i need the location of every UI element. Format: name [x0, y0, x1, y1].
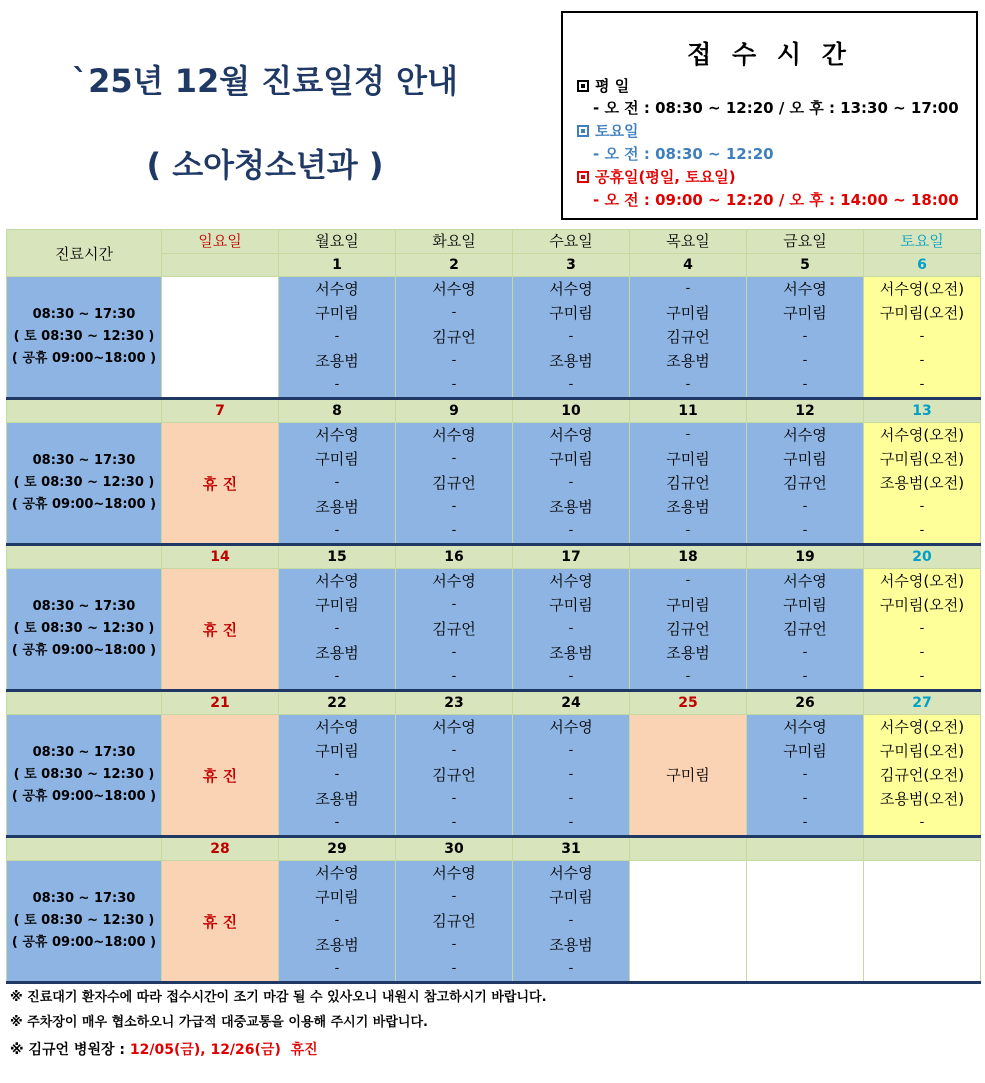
- day-header: 수요일: [513, 230, 630, 254]
- doctor-name: 서수영: [549, 572, 593, 590]
- date-cell: [630, 837, 747, 861]
- doctor-name: 서수영: [783, 718, 827, 736]
- doctor-name: -: [568, 523, 574, 538]
- doctor-cell: [513, 569, 630, 691]
- doctor-cell: [279, 861, 396, 983]
- reception-hours-box: [561, 11, 978, 220]
- doctor-name: 김규언: [432, 474, 476, 492]
- doctor-name: -: [919, 645, 925, 660]
- doctor-name: -: [568, 743, 574, 758]
- doctor-name: 서수영(오전): [879, 718, 965, 736]
- weekday-label: 평 일: [595, 77, 630, 95]
- date-cell: 1: [279, 254, 396, 277]
- date-cell: 18: [630, 545, 747, 569]
- date-cell: 3: [513, 254, 630, 277]
- doctor-name: 구미림: [315, 450, 359, 468]
- doctor-name: -: [802, 377, 808, 392]
- doctor-name: 김규언: [432, 328, 476, 346]
- doctor-name: 구미림: [315, 304, 359, 322]
- week-schedule-row: [7, 569, 981, 691]
- doctor-name: 조용범: [549, 936, 593, 954]
- doctor-name: 구미림(오전): [879, 304, 965, 322]
- doctor-name: 구미림: [666, 304, 710, 322]
- date-cell: 9: [396, 399, 513, 423]
- date-cell: 4: [630, 254, 747, 277]
- doctor-name: -: [919, 329, 925, 344]
- clinic-hours-line: ( 공휴 09:00~18:00 ): [11, 935, 157, 950]
- date-cell: 7: [162, 399, 279, 423]
- clinic-hours-cell: [7, 569, 162, 691]
- date-cell: 8: [279, 399, 396, 423]
- doctor-name: -: [568, 329, 574, 344]
- date-row: [7, 545, 981, 569]
- clinic-hours-line: ( 공휴 09:00~18:00 ): [11, 497, 157, 512]
- clinic-hours-line: ( 공휴 09:00~18:00 ): [11, 643, 157, 658]
- clinic-hours-line: ( 토 08:30 ~ 12:30 ): [13, 475, 155, 490]
- doctor-name: 김규언: [666, 474, 710, 492]
- doctor-name: 구미림: [549, 596, 593, 614]
- day-header: 화요일: [396, 230, 513, 254]
- doctor-cell: [630, 277, 747, 399]
- doctor-cell: [747, 423, 864, 545]
- doctor-name: 서수영: [783, 426, 827, 444]
- doctor-name: -: [685, 573, 691, 588]
- clinic-hours-line: 08:30 ~ 17:30: [32, 307, 136, 322]
- closed-cell: 휴 진: [162, 715, 279, 837]
- doctor-name: -: [334, 961, 340, 976]
- date-cell: 12: [747, 399, 864, 423]
- clinic-hours-line: 08:30 ~ 17:30: [32, 891, 136, 906]
- doctor-name: 구미림: [783, 450, 827, 468]
- clinic-hours-cell: [7, 861, 162, 983]
- doctor-name: -: [334, 377, 340, 392]
- doctor-name: -: [451, 961, 457, 976]
- date-cell: 16: [396, 545, 513, 569]
- date-cell: 30: [396, 837, 513, 861]
- doctor-name: -: [802, 329, 808, 344]
- doctor-name: -: [802, 669, 808, 684]
- doctor-name: 서수영: [432, 426, 476, 444]
- page-title: `25년 12월 진료일정 안내: [72, 62, 458, 100]
- date-cell: 24: [513, 691, 630, 715]
- doctor-name: -: [685, 669, 691, 684]
- date-cell: 17: [513, 545, 630, 569]
- doctor-name: 구미림: [549, 450, 593, 468]
- doctor-name: -: [568, 669, 574, 684]
- doctor-cell: [513, 277, 630, 399]
- closed-cell: 휴 진: [162, 423, 279, 545]
- doctor-name: -: [568, 621, 574, 636]
- doctor-name: 서수영: [315, 426, 359, 444]
- doctor-name: -: [568, 377, 574, 392]
- doctor-name: -: [685, 427, 691, 442]
- doctor-name: 김규언: [432, 620, 476, 638]
- date-cell: 25: [630, 691, 747, 715]
- doctor-name: 서수영: [315, 572, 359, 590]
- date-cell: 23: [396, 691, 513, 715]
- doctor-name: -: [919, 621, 925, 636]
- holiday-cell: [630, 715, 747, 837]
- saturday-label: 토요일: [595, 122, 639, 140]
- date-cell: 6: [864, 254, 981, 277]
- day-header: 금요일: [747, 230, 864, 254]
- doctor-cell: [513, 861, 630, 983]
- doctor-name: -: [568, 791, 574, 806]
- square-bullet-icon: [577, 80, 589, 92]
- doctor-cell: [396, 569, 513, 691]
- doctor-cell: [513, 423, 630, 545]
- doctor-name: 서수영: [315, 864, 359, 882]
- doctor-cell: [513, 715, 630, 837]
- doctor-name: 김규언: [666, 328, 710, 346]
- doctor-name: -: [919, 523, 925, 538]
- doctor-name: -: [568, 961, 574, 976]
- empty-cell: [630, 861, 747, 983]
- doctor-name: -: [451, 305, 457, 320]
- doctor-name: -: [802, 815, 808, 830]
- date-row-spacer: [7, 545, 162, 569]
- clinic-hours-line: ( 토 08:30 ~ 12:30 ): [13, 913, 155, 928]
- doctor-cell: [864, 277, 981, 399]
- doctor-name: 서수영: [549, 426, 593, 444]
- doctor-cell: [396, 861, 513, 983]
- clinic-hours-line: ( 공휴 09:00~18:00 ): [11, 789, 157, 804]
- doctor-cell: [396, 715, 513, 837]
- holiday-row: [577, 166, 736, 187]
- doctor-name: 서수영(오전): [879, 572, 965, 590]
- doctor-name: 서수영: [432, 280, 476, 298]
- doctor-name: 서수영: [315, 280, 359, 298]
- note-doctor-prefix: ※ 김규언 병원장 :: [10, 1042, 130, 1058]
- date-cell: 20: [864, 545, 981, 569]
- date-cell: 10: [513, 399, 630, 423]
- doctor-name: 조용범: [315, 352, 359, 370]
- notes: [10, 988, 547, 1065]
- closed-cell: 휴 진: [162, 569, 279, 691]
- doctor-name: -: [568, 815, 574, 830]
- doctor-name: -: [451, 597, 457, 612]
- note-doctor-dates: 12/05(금), 12/26(금): [129, 1042, 281, 1058]
- date-cell: 14: [162, 545, 279, 569]
- doctor-cell: [279, 423, 396, 545]
- doctor-name: -: [451, 499, 457, 514]
- empty-cell: [747, 861, 864, 983]
- date-cell: 26: [747, 691, 864, 715]
- doctor-name: -: [919, 353, 925, 368]
- day-header: 토요일: [864, 230, 981, 254]
- clinic-hours-line: ( 공휴 09:00~18:00 ): [11, 351, 157, 366]
- doctor-name: -: [802, 791, 808, 806]
- doctor-name: 구미림: [315, 742, 359, 760]
- doctor-name: -: [802, 645, 808, 660]
- date-row-spacer: [7, 691, 162, 715]
- doctor-name: 조용범: [315, 790, 359, 808]
- date-cell: 11: [630, 399, 747, 423]
- doctor-name: 김규언: [783, 474, 827, 492]
- clinic-hours-line: ( 토 08:30 ~ 12:30 ): [13, 767, 155, 782]
- doctor-name: 조용범: [666, 644, 710, 662]
- doctor-name: -: [334, 767, 340, 782]
- date-cell: 27: [864, 691, 981, 715]
- doctor-cell: [747, 569, 864, 691]
- doctor-name: -: [451, 889, 457, 904]
- doctor-cell: [396, 277, 513, 399]
- date-row-spacer: [7, 399, 162, 423]
- doctor-name: 조용범: [549, 498, 593, 516]
- doctor-name: 조용범(오전): [879, 474, 965, 492]
- doctor-name: -: [451, 353, 457, 368]
- clinic-hours-line: 08:30 ~ 17:30: [32, 599, 136, 614]
- empty-cell: [864, 861, 981, 983]
- closed-cell: 휴 진: [162, 861, 279, 983]
- date-cell: 5: [747, 254, 864, 277]
- day-header: 월요일: [279, 230, 396, 254]
- doctor-name: -: [334, 913, 340, 928]
- doctor-cell: [747, 277, 864, 399]
- doctor-name: 구미림(오전): [879, 450, 965, 468]
- saturday-hours: - 오 전 : 08:30 ~ 12:20: [593, 145, 774, 163]
- doctor-name: 조용범: [666, 498, 710, 516]
- clinic-hours-cell: [7, 277, 162, 399]
- doctor-name: -: [334, 621, 340, 636]
- clinic-hours-cell: [7, 715, 162, 837]
- date-cell: 15: [279, 545, 396, 569]
- doctor-name: 구미림: [783, 304, 827, 322]
- doctor-name: 조용범: [549, 352, 593, 370]
- doctor-name: 서수영: [432, 864, 476, 882]
- doctor-name: -: [685, 281, 691, 296]
- doctor-name: 조용범: [315, 644, 359, 662]
- doctor-name: 구미림: [783, 742, 827, 760]
- clinic-hours-line: ( 토 08:30 ~ 12:30 ): [13, 329, 155, 344]
- date-row: [7, 399, 981, 423]
- date-row: [7, 837, 981, 861]
- doctor-name: 구미림: [315, 596, 359, 614]
- doctor-name: 구미림: [666, 450, 710, 468]
- week-schedule-row: [7, 715, 981, 837]
- doctor-name: -: [802, 767, 808, 782]
- doctor-name: -: [451, 377, 457, 392]
- doctor-name: 서수영: [783, 572, 827, 590]
- doctor-name: 조용범: [315, 498, 359, 516]
- doctor-name: 조용범(오전): [879, 790, 965, 808]
- date-cell: 13: [864, 399, 981, 423]
- doctor-name: 서수영: [549, 280, 593, 298]
- doctor-name: 서수영: [783, 280, 827, 298]
- weekday-row: [577, 75, 629, 96]
- doctor-name: 서수영: [549, 718, 593, 736]
- doctor-name: 김규언: [783, 620, 827, 638]
- date-cell: [864, 837, 981, 861]
- doctor-name: -: [802, 523, 808, 538]
- doctor-name: 조용범: [315, 936, 359, 954]
- weekday-hours: - 오 전 : 08:30 ~ 12:20 / 오 후 : 13:30 ~ 17:00: [593, 99, 959, 117]
- doctor-name: 구미림: [783, 596, 827, 614]
- doctor-name: 서수영: [432, 718, 476, 736]
- doctor-name: -: [451, 815, 457, 830]
- date-cell: 2: [396, 254, 513, 277]
- doctor-name: 구미림(오전): [879, 742, 965, 760]
- doctor-cell: [864, 423, 981, 545]
- date-cell: [747, 837, 864, 861]
- doctor-name: 구미림: [315, 888, 359, 906]
- doctor-name: 김규언: [432, 912, 476, 930]
- empty-cell: [162, 277, 279, 399]
- doctor-name: -: [685, 523, 691, 538]
- doctor-name: -: [919, 669, 925, 684]
- doctor-name: -: [919, 377, 925, 392]
- doctor-name: 서수영: [549, 864, 593, 882]
- doctor-name: 구미림: [549, 888, 593, 906]
- doctor-name: 김규언: [666, 620, 710, 638]
- doctor-name: -: [451, 645, 457, 660]
- week-schedule-row: [7, 423, 981, 545]
- doctor-name: 구미림: [666, 596, 710, 614]
- date-cell: [162, 254, 279, 277]
- doctor-cell: [630, 569, 747, 691]
- doctor-name: -: [334, 669, 340, 684]
- date-cell: 21: [162, 691, 279, 715]
- square-bullet-icon: [577, 125, 589, 137]
- doctor-name: 서수영: [432, 572, 476, 590]
- note-wait: ※ 진료대기 환자수에 따라 접수시간이 조기 마감 될 수 있사오니 내원시 참고하시기 바랍니다.: [10, 990, 547, 1005]
- date-row: [7, 691, 981, 715]
- doctor-name: -: [919, 499, 925, 514]
- date-cell: 29: [279, 837, 396, 861]
- doctor-name: -: [568, 913, 574, 928]
- doctor-name: -: [802, 499, 808, 514]
- note-doctor-off: [10, 1040, 547, 1065]
- note-doctor-suffix: 휴진: [290, 1042, 318, 1058]
- week-schedule-row: [7, 277, 981, 399]
- doctor-name: -: [334, 815, 340, 830]
- square-bullet-icon: [577, 171, 589, 183]
- page-subtitle: ( 소아청소년과 ): [146, 146, 384, 184]
- date-cell: 28: [162, 837, 279, 861]
- doctor-name: -: [334, 329, 340, 344]
- doctor-name: 서수영: [315, 718, 359, 736]
- doctor-name: -: [451, 523, 457, 538]
- doctor-name: -: [568, 767, 574, 782]
- saturday-row: [577, 120, 638, 141]
- doctor-cell: [747, 715, 864, 837]
- doctor-name: -: [685, 377, 691, 392]
- day-header: 일요일: [162, 230, 279, 254]
- holiday-hours: - 오 전 : 09:00 ~ 12:20 / 오 후 : 14:00 ~ 18:00: [593, 191, 959, 209]
- doctor-name: 구미림: [666, 766, 710, 784]
- doctor-cell: [864, 715, 981, 837]
- day-header: 목요일: [630, 230, 747, 254]
- doctor-cell: [279, 569, 396, 691]
- doctor-name: -: [568, 475, 574, 490]
- doctor-cell: [864, 569, 981, 691]
- date-row-spacer: [7, 837, 162, 861]
- clinic-hours-line: ( 토 08:30 ~ 12:30 ): [13, 621, 155, 636]
- doctor-name: -: [451, 669, 457, 684]
- clinic-hours-line: 08:30 ~ 17:30: [32, 453, 136, 468]
- day-header-row: [7, 230, 981, 254]
- doctor-name: -: [919, 815, 925, 830]
- date-cell: 22: [279, 691, 396, 715]
- doctor-name: -: [802, 353, 808, 368]
- doctor-name: 서수영(오전): [879, 426, 965, 444]
- doctor-name: 김규언: [432, 766, 476, 784]
- doctor-name: 조용범: [549, 644, 593, 662]
- doctor-name: -: [451, 937, 457, 952]
- doctor-name: 김규언(오전): [879, 766, 965, 784]
- doctor-name: 구미림: [549, 304, 593, 322]
- date-cell: 19: [747, 545, 864, 569]
- doctor-name: 조용범: [666, 352, 710, 370]
- holiday-label: 공휴일(평일, 토요일): [595, 168, 736, 186]
- doctor-cell: [279, 715, 396, 837]
- doctor-name: 구미림(오전): [879, 596, 965, 614]
- doctor-name: 서수영(오전): [879, 280, 965, 298]
- doctor-cell: [396, 423, 513, 545]
- reception-title: 접 수 시 간: [687, 40, 852, 69]
- clinic-hours-line: 08:30 ~ 17:30: [32, 745, 136, 760]
- doctor-name: -: [451, 451, 457, 466]
- schedule-table: [6, 229, 981, 984]
- doctor-cell: [630, 423, 747, 545]
- doctor-name: -: [451, 791, 457, 806]
- doctor-name: -: [451, 743, 457, 758]
- week-schedule-row: [7, 861, 981, 983]
- doctor-cell: [279, 277, 396, 399]
- date-cell: 31: [513, 837, 630, 861]
- doctor-name: -: [334, 523, 340, 538]
- note-parking: ※ 주차장이 매우 협소하오니 가급적 대중교통을 이용해 주시기 바랍니다.: [10, 1015, 428, 1030]
- clinic-hours-cell: [7, 423, 162, 545]
- doctor-name: -: [334, 475, 340, 490]
- time-header: 진료시간: [7, 230, 162, 277]
